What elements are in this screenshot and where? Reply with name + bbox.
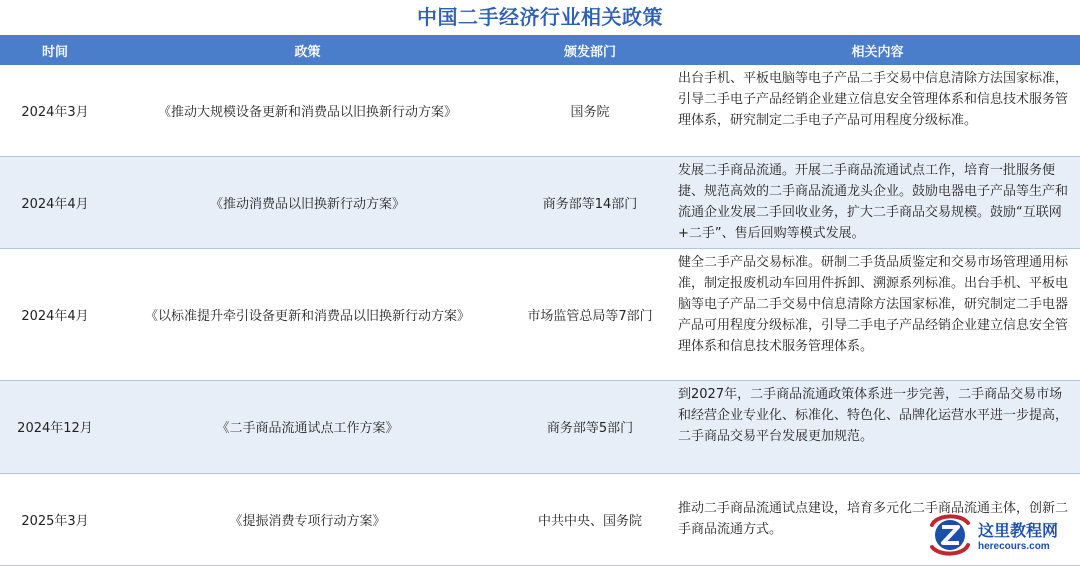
cell-policy: 《二手商品流通试点工作方案》 — [110, 380, 505, 473]
cell-dept: 商务部等5部门 — [505, 380, 675, 473]
cell-date: 2024年4月 — [0, 248, 110, 380]
cell-date: 2024年12月 — [0, 380, 110, 473]
cell-dept: 市场监管总局等7部门 — [505, 248, 675, 380]
watermark-url: herecours.com — [978, 541, 1050, 552]
cell-dept: 商务部等14部门 — [505, 156, 675, 248]
header-content: 相关内容 — [675, 35, 1080, 65]
table-row — [0, 65, 1080, 156]
table-row — [0, 473, 1080, 565]
watermark-logo-icon — [926, 511, 974, 559]
cell-date: 2025年3月 — [0, 473, 110, 565]
table-row — [0, 248, 1080, 380]
cell-content: 推动二手商品流通试点建设，培育多元化二手商品流通主体，创新二手商品流通方式。 — [675, 473, 1080, 565]
watermark — [926, 511, 1076, 559]
cell-dept: 国务院 — [505, 65, 675, 156]
table-header — [0, 35, 1080, 65]
watermark-name: 这里教程网 — [978, 521, 1059, 540]
table-row — [0, 380, 1080, 473]
cell-policy: 《以标准提升牵引设备更新和消费品以旧换新行动方案》 — [110, 248, 505, 380]
cell-content: 到2027年，二手商品流通政策体系进一步完善，二手商品交易市场和经营企业专业化、标准化、特色化、品牌化运营水平进一步提高，二手商品交易平台发展更加规范。 — [675, 380, 1080, 473]
cell-content: 健全二手产品交易标准。研制二手货品质鉴定和交易市场管理通用标准，制定报废机动车回用件拆卸、溯源系列标准。出台手机、平板电脑等电子产品二手交易中信息清除方法国家标准，研究制定二手电器产品可用程度分级标准，引导二手电子产品经销企业建立信息安全管理体系和信息技术服务管理体系。 — [675, 248, 1080, 380]
cell-content: 发展二手商品流通。开展二手商品流通试点工作，培育一批服务便捷、规范高效的二手商品流通龙头企业。鼓励电器电子产品等生产和流通企业发展二手回收业务，扩大二手商品交易规模。鼓励“互联网+二手”、售后回购等模式发展。 — [675, 156, 1080, 248]
header-policy: 政策 — [110, 35, 505, 65]
cell-content: 出台手机、平板电脑等电子产品二手交易中信息清除方法国家标准，引导二手电子产品经销企业建立信息安全管理体系和信息技术服务管理体系，研究制定二手电子产品可用程度分级标准。 — [675, 65, 1080, 156]
policy-table — [0, 35, 1080, 566]
cell-dept: 中共中央、国务院 — [505, 473, 675, 565]
page-title: 中国二手经济行业相关政策 — [417, 5, 663, 29]
cell-date: 2024年3月 — [0, 65, 110, 156]
cell-policy: 《提振消费专项行动方案》 — [110, 473, 505, 565]
header-dept: 颁发部门 — [505, 35, 675, 65]
cell-date: 2024年4月 — [0, 156, 110, 248]
cell-policy: 《推动消费品以旧换新行动方案》 — [110, 156, 505, 248]
cell-policy: 《推动大规模设备更新和消费品以旧换新行动方案》 — [110, 65, 505, 156]
table-row — [0, 156, 1080, 248]
header-date: 时间 — [0, 35, 110, 65]
